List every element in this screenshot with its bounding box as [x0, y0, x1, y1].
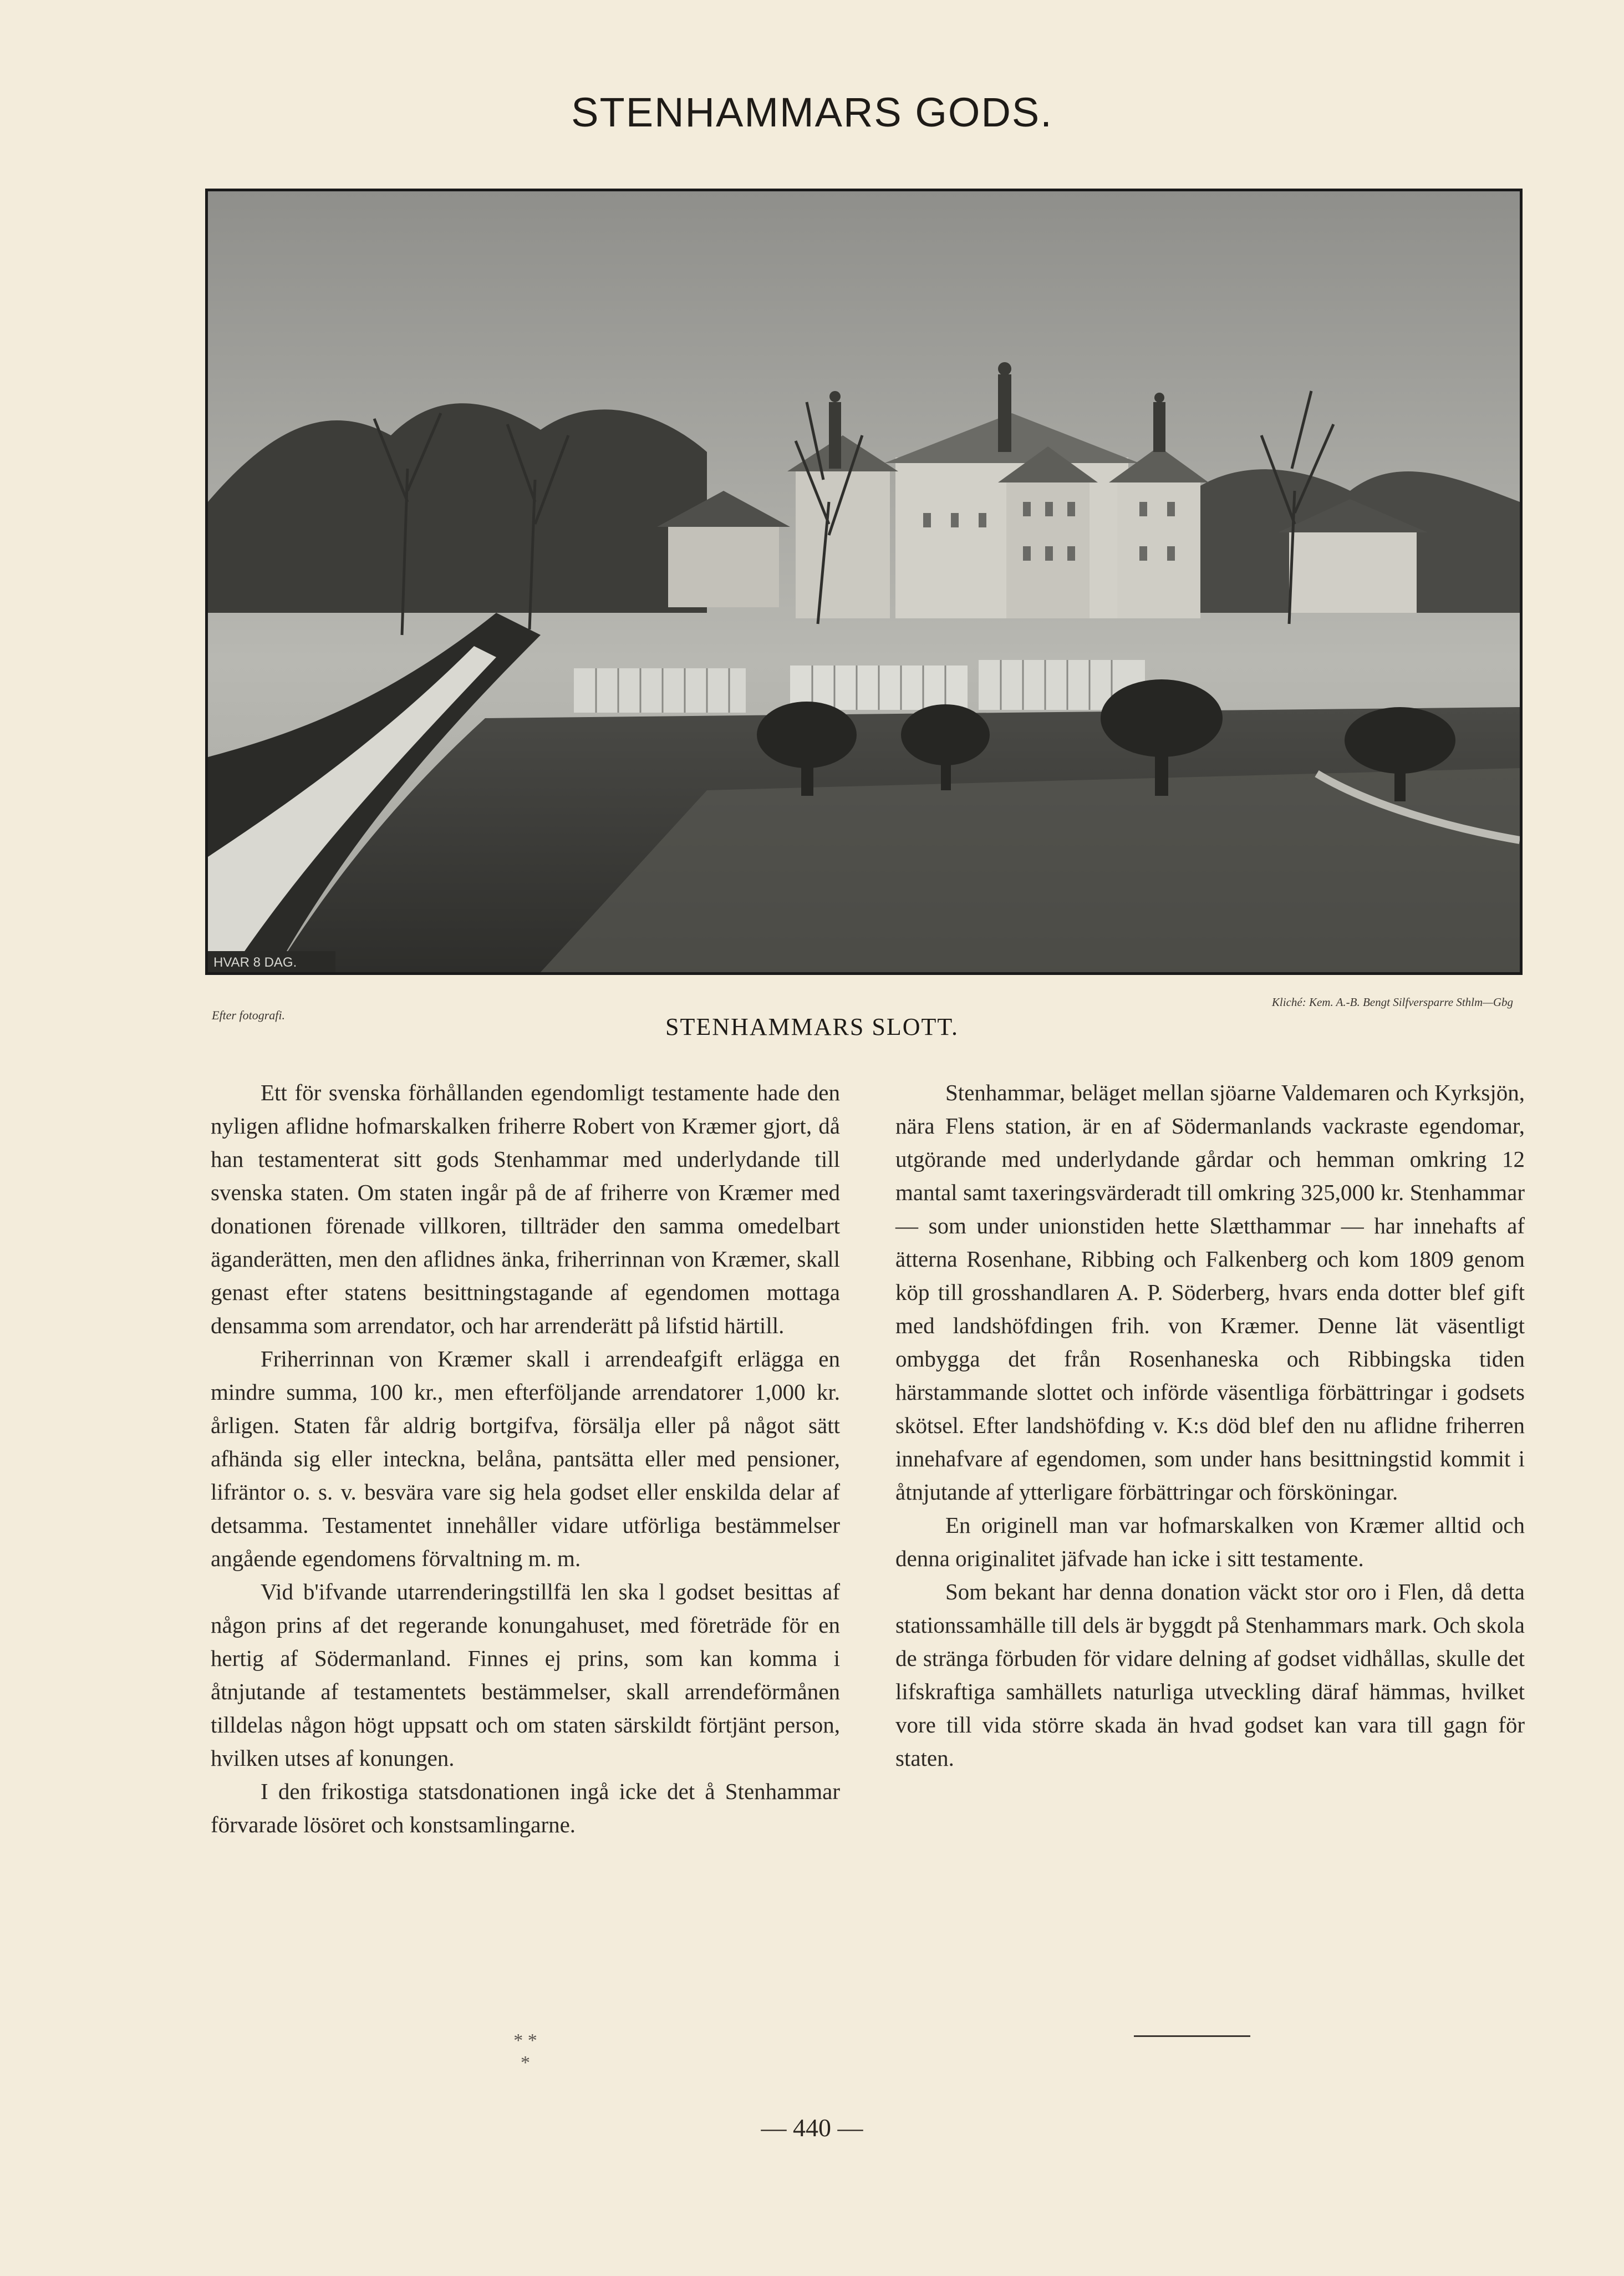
section-separator: * * * [513, 2030, 537, 2073]
paragraph: Ett för svenska förhållanden egendomligt testamente hade den nyligen aflidne hofmarskalken friherre Robert von Kræmer gjort, då han testamenterat sitt gods Stenhammar med underlydande till svenska staten. Om staten ingår på de af friherre von Kræmer med donationen förenade villkoren, tillträder den samma omedelbart äganderätten, men den aflidnes änka, friherrinnan von Kræmer, skall genast efter statens besittningstagande af egendomen mottaga densamma som arrendator, och har arrenderätt på lifstid härtill. [211, 1080, 840, 1338]
end-rule [1134, 2035, 1250, 2037]
paragraph: Som bekant har denna donation väckt stor oro i Flen, då detta stationssamhälle till dels är byggdt på Stenhammars mark. Och skola de stränga förbuden för vidare delning af godset vidhållas, skulle det lifskraftiga samhällets naturliga utveckling däraf hämmas, hvilket vore till vida större skada än hvad godset kan vara till gagn för staten. [895, 1579, 1525, 1771]
paragraph: Vid b'ifvande utarrenderingstillfä len ska l godset besittas af någon prins af det regerande konungahuset, med företräde för en hertig af Södermanland. Finnes ej prins, som kan komma i åtnjutande af testamentets bestämmelser, skall arrendeförmånen tilldelas någon högt uppsatt och om staten särskildt förtjänt person, hvilken utses af konungen. [211, 1579, 840, 1771]
page-title: STENHAMMARS GODS. [571, 89, 1053, 135]
castle-photo-illustration [208, 191, 1520, 972]
paragraph: Friherrinnan von Kræmer skall i arrendeafgift erlägga en mindre summa, 100 kr., men efterföljande arrendatorer 1,000 kr. årligen. Staten får aldrig bortgifva, försälja eller på något sätt afhända sig eller inteckna, belåna, pantsätta eller med pensioner, lifräntor o. s. v. besvära vare sig hela godset eller enskilda delar af detsamma. Testamentet innehåller vidare utförliga bestämmelser angående egendomens förvaltning m. m. [211, 1346, 840, 1571]
article-column-left [211, 1076, 840, 1841]
photo-stamp: HVAR 8 DAG. [213, 955, 297, 970]
article-column-right [895, 1076, 1525, 1775]
photo-credit: Efter fotografi. [212, 1008, 285, 1022]
paragraph: En originell man var hofmarskalken von Kræmer alltid och denna originalitet jäfvade han icke i sitt testamente. [895, 1512, 1525, 1571]
page-number: — 440 — [761, 2114, 863, 2142]
paragraph: Stenhammar, beläget mellan sjöarne Valdemaren och Kyrksjön, nära Flens station, är en af Södermanlands vackraste egendomar, utgörande med underlydande gårdar och hemman omkring 12 mantal samt taxeringsvärderadt till omkring 325,000 kr. Stenhammar — som under unionstiden hette Slætthammar — har innehafts af ätterna Rosenhane, Ribbing och Falkenberg och kom 1809 genom köp till grosshandlaren A. P. Söderberg, hvars enda dotter blef gift med landshöfdingen frih. von Kræmer. Denne lät väsentligt ombygga det från Rosenhaneska och Ribbingska tiden härstammande slottet och införde väsentliga förbättringar i godsets skötsel. Efter landshöfding v. K:s död blef den nu aflidne friherren innehafvare af egendomen, som under hans besittningstid kommit i åtnjutande af ytterligare förbättringar och försköningar. [895, 1080, 1525, 1505]
engraver-credit: Kliché: Kem. A.-B. Bengt Silfversparre Sthlm—Gbg [1271, 995, 1513, 1009]
paragraph: I den frikostiga statsdonationen ingå icke det å Stenhammar förvarade lösöret och konstsamlingarne. [211, 1779, 840, 1837]
photo-caption: STENHAMMARS SLOTT. [665, 1013, 959, 1040]
castle-photograph [205, 189, 1523, 975]
